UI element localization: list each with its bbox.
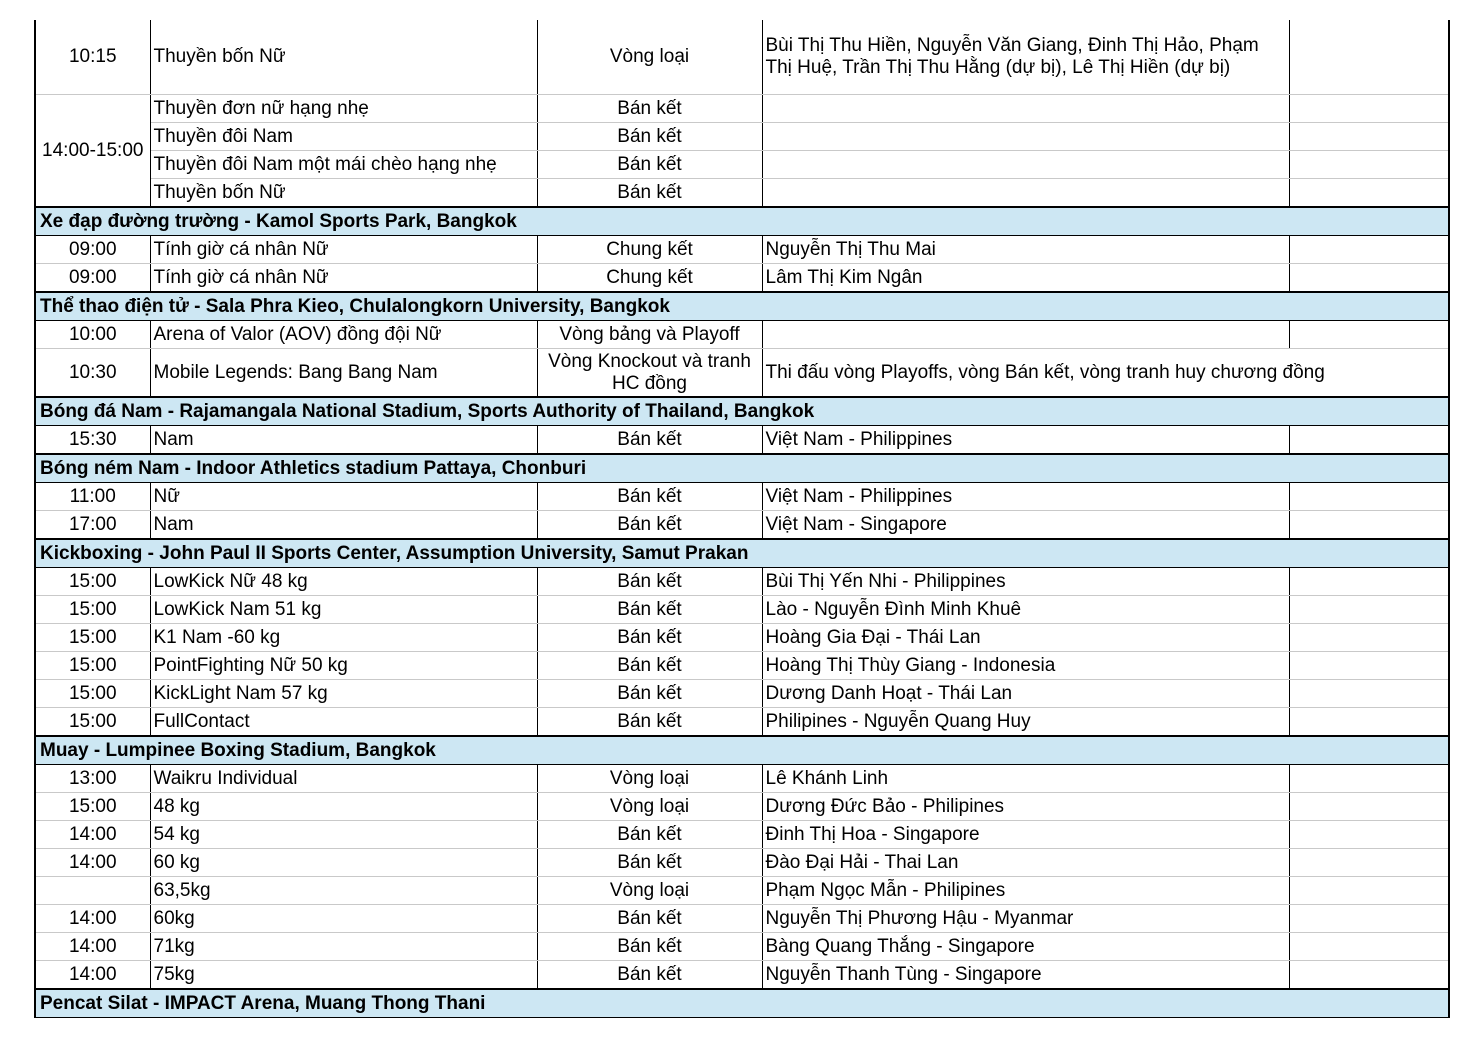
round-cell: Bán kết (537, 95, 762, 123)
time-cell: 15:00 (35, 624, 150, 652)
event-cell: 71kg (150, 933, 537, 961)
round-cell: Chung kết (537, 264, 762, 293)
section-title: Bóng ném Nam - Indoor Athletics stadium Pattaya, Chonburi (35, 454, 1449, 483)
athletes-cell: Bùi Thị Thu Hiền, Nguyễn Văn Giang, Đinh Thị Hảo, Phạm Thị Huệ, Trần Thị Thu Hằng (dự bị), Lê Thị Hiền (dự bị) (762, 20, 1289, 95)
athletes-cell: Việt Nam - Philippines (762, 483, 1289, 511)
section-header-row (35, 539, 1449, 568)
event-cell: 60 kg (150, 849, 537, 877)
section-title: Thể thao điện tử - Sala Phra Kieo, Chulalongkorn University, Bangkok (35, 292, 1449, 321)
round-cell: Bán kết (537, 483, 762, 511)
round-cell: Bán kết (537, 511, 762, 540)
event-cell: Thuyền đôi Nam một mái chèo hạng nhẹ (150, 151, 537, 179)
athletes-cell: Phạm Ngọc Mẫn - Philipines (762, 877, 1289, 905)
notes-cell (1289, 624, 1449, 652)
event-cell: Thuyền bốn Nữ (150, 179, 537, 208)
table-row (35, 680, 1449, 708)
event-cell: 60kg (150, 905, 537, 933)
time-cell: 14:00 (35, 905, 150, 933)
section-header-row (35, 454, 1449, 483)
notes-cell (1289, 426, 1449, 455)
table-row (35, 123, 1449, 151)
athletes-cell: Philipines - Nguyễn Quang Huy (762, 708, 1289, 737)
table-row (35, 179, 1449, 208)
notes-cell (1289, 321, 1449, 349)
time-cell: 15:00 (35, 596, 150, 624)
event-cell: Waikru Individual (150, 765, 537, 793)
athletes-cell (762, 321, 1289, 349)
event-cell: 48 kg (150, 793, 537, 821)
athletes-cell: Nguyễn Thị Phương Hậu - Myanmar (762, 905, 1289, 933)
time-cell: 14:00 (35, 933, 150, 961)
event-cell: Arena of Valor (AOV) đồng đội Nữ (150, 321, 537, 349)
athletes-cell (762, 179, 1289, 208)
event-cell: Thuyền đơn nữ hạng nhẹ (150, 95, 537, 123)
table-row (35, 151, 1449, 179)
round-cell: Vòng loại (537, 20, 762, 95)
table-row (35, 426, 1449, 455)
notes-cell (1289, 961, 1449, 990)
event-cell: 63,5kg (150, 877, 537, 905)
section-title: Pencat Silat - IMPACT Arena, Muang Thong Thani (35, 989, 1449, 1018)
round-cell: Bán kết (537, 624, 762, 652)
time-cell: 14:00 (35, 849, 150, 877)
time-cell: 10:00 (35, 321, 150, 349)
athletes-cell: Dương Danh Hoạt - Thái Lan (762, 680, 1289, 708)
event-cell: PointFighting Nữ 50 kg (150, 652, 537, 680)
event-cell: LowKick Nữ 48 kg (150, 568, 537, 596)
athletes-cell: Hoàng Gia Đại - Thái Lan (762, 624, 1289, 652)
table-row (35, 849, 1449, 877)
athletes-cell: Lê Khánh Linh (762, 765, 1289, 793)
table-row (35, 483, 1449, 511)
notes-cell (1289, 849, 1449, 877)
event-cell: LowKick Nam 51 kg (150, 596, 537, 624)
round-cell: Bán kết (537, 568, 762, 596)
round-cell: Bán kết (537, 652, 762, 680)
section-header-row (35, 989, 1449, 1018)
schedule-table (34, 20, 1450, 1018)
table-row (35, 264, 1449, 293)
time-cell: 09:00 (35, 236, 150, 264)
time-cell: 14:00 (35, 821, 150, 849)
round-cell: Bán kết (537, 849, 762, 877)
athletes-cell: Đào Đại Hải - Thai Lan (762, 849, 1289, 877)
section-title: Muay - Lumpinee Boxing Stadium, Bangkok (35, 736, 1449, 765)
section-header-row (35, 207, 1449, 236)
event-cell: FullContact (150, 708, 537, 737)
table-row (35, 905, 1449, 933)
round-cell: Bán kết (537, 426, 762, 455)
athletes-cell: Hoàng Thị Thùy Giang - Indonesia (762, 652, 1289, 680)
athletes-cell: Bàng Quang Thắng - Singapore (762, 933, 1289, 961)
athletes-cell: Thi đấu vòng Playoffs, vòng Bán kết, vòng tranh huy chương đồng (762, 349, 1289, 398)
schedule-body (35, 20, 1449, 1018)
notes-cell (1289, 905, 1449, 933)
time-cell: 10:30 (35, 349, 150, 398)
notes-cell (1289, 568, 1449, 596)
round-cell: Bán kết (537, 151, 762, 179)
table-row (35, 20, 1449, 95)
table-row (35, 624, 1449, 652)
athletes-cell: Bùi Thị Yến Nhi - Philippines (762, 568, 1289, 596)
time-cell: 10:15 (35, 20, 150, 95)
table-row (35, 961, 1449, 990)
time-cell: 17:00 (35, 511, 150, 540)
notes-cell (1289, 264, 1449, 293)
time-cell: 15:00 (35, 708, 150, 737)
event-cell: 54 kg (150, 821, 537, 849)
time-cell (35, 877, 150, 905)
round-cell: Vòng loại (537, 877, 762, 905)
athletes-cell (762, 95, 1289, 123)
athletes-cell: Việt Nam - Singapore (762, 511, 1289, 540)
time-cell: 15:00 (35, 652, 150, 680)
notes-cell (1289, 483, 1449, 511)
event-cell: Nữ (150, 483, 537, 511)
round-cell: Bán kết (537, 179, 762, 208)
table-row (35, 652, 1449, 680)
notes-cell (1289, 765, 1449, 793)
notes-cell (1289, 877, 1449, 905)
notes-cell (1289, 596, 1449, 624)
round-cell: Bán kết (537, 933, 762, 961)
round-cell: Vòng loại (537, 793, 762, 821)
table-row (35, 95, 1449, 123)
table-row (35, 511, 1449, 540)
table-row (35, 821, 1449, 849)
athletes-cell: Đinh Thị Hoa - Singapore (762, 821, 1289, 849)
time-cell: 13:00 (35, 765, 150, 793)
table-row (35, 321, 1449, 349)
event-cell: K1 Nam -60 kg (150, 624, 537, 652)
round-cell: Vòng loại (537, 765, 762, 793)
round-cell: Bán kết (537, 680, 762, 708)
athletes-cell: Việt Nam - Philippines (762, 426, 1289, 455)
section-title: Bóng đá Nam - Rajamangala National Stadium, Sports Authority of Thailand, Bangkok (35, 397, 1449, 426)
athletes-cell: Nguyễn Thanh Tùng - Singapore (762, 961, 1289, 990)
athletes-cell (762, 151, 1289, 179)
table-row (35, 236, 1449, 264)
event-cell: Thuyền đôi Nam (150, 123, 537, 151)
round-cell: Bán kết (537, 821, 762, 849)
table-row (35, 765, 1449, 793)
round-cell: Vòng Knockout và tranh HC đồng (537, 349, 762, 398)
table-row (35, 349, 1449, 398)
event-cell: Thuyền bốn Nữ (150, 20, 537, 95)
event-cell: Tính giờ cá nhân Nữ (150, 236, 537, 264)
table-row (35, 708, 1449, 737)
athletes-cell: Dương Đức Bảo - Philipines (762, 793, 1289, 821)
table-row (35, 933, 1449, 961)
athletes-cell: Lào - Nguyễn Đình Minh Khuê (762, 596, 1289, 624)
time-cell: 15:00 (35, 568, 150, 596)
notes-cell (1289, 123, 1449, 151)
section-header-row (35, 736, 1449, 765)
notes-cell (1289, 179, 1449, 208)
notes-cell (1289, 708, 1449, 737)
round-cell: Bán kết (537, 905, 762, 933)
round-cell: Bán kết (537, 123, 762, 151)
time-cell: 11:00 (35, 483, 150, 511)
notes-cell (1289, 95, 1449, 123)
notes-cell (1289, 680, 1449, 708)
athletes-cell: Nguyễn Thị Thu Mai (762, 236, 1289, 264)
notes-cell (1289, 511, 1449, 540)
notes-cell (1289, 151, 1449, 179)
athletes-cell (762, 123, 1289, 151)
section-header-row (35, 397, 1449, 426)
section-title: Kickboxing - John Paul II Sports Center, Assumption University, Samut Prakan (35, 539, 1449, 568)
round-cell: Bán kết (537, 961, 762, 990)
notes-cell (1289, 652, 1449, 680)
notes-cell (1289, 793, 1449, 821)
notes-cell (1289, 236, 1449, 264)
table-row (35, 793, 1449, 821)
time-cell: 15:00 (35, 793, 150, 821)
round-cell: Bán kết (537, 708, 762, 737)
notes-cell (1289, 821, 1449, 849)
event-cell: Nam (150, 426, 537, 455)
table-row (35, 596, 1449, 624)
time-cell: 09:00 (35, 264, 150, 293)
athletes-cell: Lâm Thị Kim Ngân (762, 264, 1289, 293)
notes-cell (1289, 933, 1449, 961)
section-header-row (35, 292, 1449, 321)
event-cell: Tính giờ cá nhân Nữ (150, 264, 537, 293)
table-row (35, 877, 1449, 905)
round-cell: Vòng bảng và Playoff (537, 321, 762, 349)
round-cell: Chung kết (537, 236, 762, 264)
time-cell: 15:00 (35, 680, 150, 708)
round-cell: Bán kết (537, 596, 762, 624)
event-cell: Nam (150, 511, 537, 540)
event-cell: 75kg (150, 961, 537, 990)
notes-cell (1289, 20, 1449, 95)
time-cell: 14:00-15:00 (35, 95, 150, 208)
table-row (35, 568, 1449, 596)
event-cell: Mobile Legends: Bang Bang Nam (150, 349, 537, 398)
event-cell: KickLight Nam 57 kg (150, 680, 537, 708)
time-cell: 15:30 (35, 426, 150, 455)
section-title: Xe đạp đường trường - Kamol Sports Park, Bangkok (35, 207, 1449, 236)
time-cell: 14:00 (35, 961, 150, 990)
